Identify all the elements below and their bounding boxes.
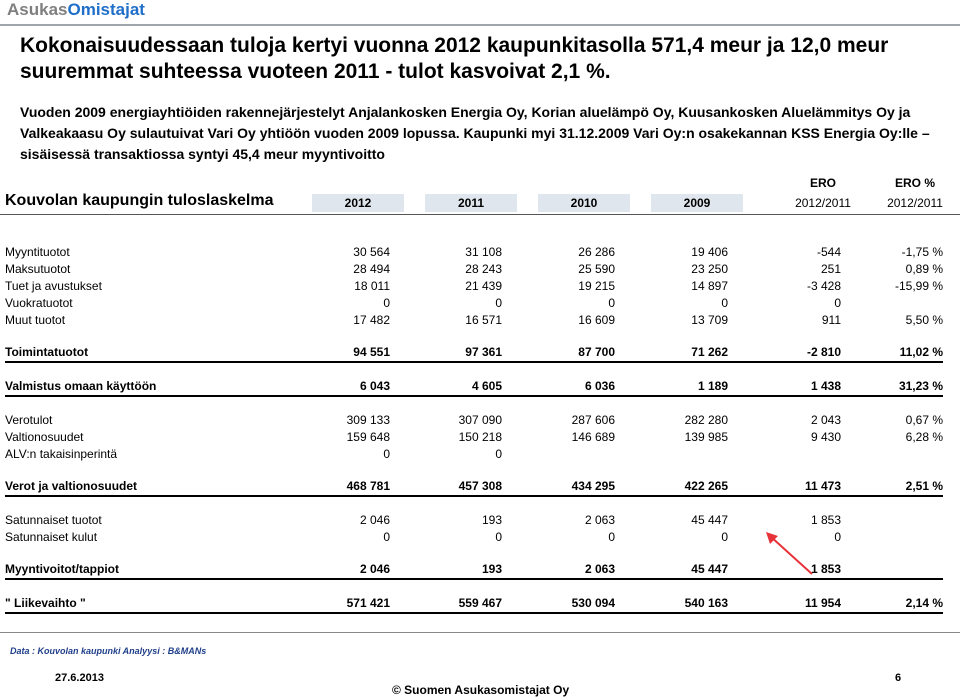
- cell-value: 422 265: [615, 478, 728, 496]
- cell-value: 21 439: [465, 279, 502, 293]
- year-header-2010: 2010: [538, 194, 630, 212]
- cell-value: 193: [390, 561, 502, 579]
- brand-part-1: Asukas: [7, 0, 68, 19]
- spacer-row: [5, 329, 943, 344]
- cell-value: 2 046: [280, 561, 390, 579]
- row-label: Satunnaiset tuotot: [5, 513, 102, 527]
- cell-value: 6 036: [502, 378, 615, 396]
- cell-value: 0: [834, 530, 841, 544]
- footer-date: 27.6.2013: [55, 672, 104, 684]
- cell-value: 11 473: [728, 478, 841, 496]
- table-row: [5, 261, 943, 278]
- row-label: Satunnaiset kulut: [5, 530, 98, 544]
- cell-value: 11,02 %: [841, 344, 943, 362]
- cell-value: 31 108: [465, 245, 502, 259]
- cell-value: [841, 295, 943, 312]
- cell-value: 0: [383, 296, 390, 310]
- cell-value: 0: [721, 296, 728, 310]
- cell-value: 457 308: [390, 478, 502, 496]
- cell-value: 0: [721, 530, 728, 544]
- cell-value: 530 094: [502, 595, 615, 613]
- table-row: [5, 412, 943, 429]
- cell-value: 0: [495, 530, 502, 544]
- cell-value: 2,51 %: [841, 478, 943, 496]
- row-label: " Liikevaihto ": [5, 595, 280, 613]
- spacer-row: [5, 463, 943, 478]
- cell-value: 4 605: [390, 378, 502, 396]
- header-divider: [0, 214, 960, 215]
- data-source-note: Data : Kouvolan kaupunki Analyysi : B&MANs: [10, 646, 207, 656]
- cell-value: [502, 446, 615, 463]
- cell-value: -2 810: [728, 344, 841, 362]
- cell-value: 28 494: [353, 262, 390, 276]
- cell-value: 2 043: [810, 413, 841, 427]
- cell-value: 2,14 %: [841, 595, 943, 613]
- cell-value: -15,99 %: [894, 279, 943, 293]
- cell-value: -1,75 %: [901, 245, 943, 259]
- table-row: [5, 312, 943, 329]
- cell-value: 139 985: [684, 430, 728, 444]
- cell-value: 6 043: [280, 378, 390, 396]
- cell-value: 0: [495, 296, 502, 310]
- cell-value: 5,50 %: [905, 313, 943, 327]
- cell-value: 911: [821, 313, 841, 327]
- table-row: [5, 378, 943, 396]
- row-label: Maksutuotot: [5, 262, 71, 276]
- cell-value: 23 250: [691, 262, 728, 276]
- cell-value: 0: [383, 530, 390, 544]
- cell-value: 6,28 %: [905, 430, 943, 444]
- cell-value: 16 571: [465, 313, 502, 327]
- cell-value: 19 215: [578, 279, 615, 293]
- row-label: Verotulot: [5, 413, 53, 427]
- cell-value: 18 011: [354, 279, 390, 293]
- cell-value: 17 482: [353, 313, 390, 327]
- cell-value: -3 428: [806, 279, 841, 293]
- cell-value: 150 218: [458, 430, 502, 444]
- cell-value: 146 689: [571, 430, 615, 444]
- cell-value: 87 700: [502, 344, 615, 362]
- row-label: Myyntituotot: [5, 245, 70, 259]
- sheet-title: Kouvolan kaupungin tuloslaskelma: [5, 192, 274, 209]
- table-row: [5, 478, 943, 496]
- cell-value: 45 447: [615, 561, 728, 579]
- cell-value: 2 063: [502, 561, 615, 579]
- cell-value: 571 421: [280, 595, 390, 613]
- ero-pct-subheader: 2012/2011: [887, 196, 943, 210]
- spacer-row: [5, 362, 943, 378]
- row-label: Toimintatuotot: [5, 344, 280, 362]
- cell-value: 30 564: [353, 245, 390, 259]
- row-label: Verot ja valtionosuudet: [5, 478, 280, 496]
- cell-value: 16 609: [578, 313, 615, 327]
- cell-value: 1 189: [615, 378, 728, 396]
- cell-value: 0: [383, 447, 390, 461]
- cell-value: [841, 529, 943, 546]
- year-header-2011: 2011: [425, 194, 517, 212]
- row-label: Muut tuotot: [5, 313, 66, 327]
- cell-value: 0,89 %: [905, 262, 943, 276]
- cell-value: 0: [608, 296, 615, 310]
- table-row: [5, 512, 943, 529]
- cell-value: 540 163: [615, 595, 728, 613]
- table-row: [5, 429, 943, 446]
- red-arrow-icon: [760, 530, 820, 580]
- brand-logo: [7, 0, 145, 20]
- spacer-row: [5, 396, 943, 412]
- row-label: Myyntivoitot/tappiot: [5, 561, 280, 579]
- year-header-2009: 2009: [651, 194, 743, 212]
- cell-value: 282 280: [684, 413, 728, 427]
- cell-value: [615, 446, 728, 463]
- cell-value: 13 709: [691, 313, 728, 327]
- table-row: [5, 295, 943, 312]
- cell-value: 0: [608, 530, 615, 544]
- brand-part-2: Omistajat: [67, 0, 145, 19]
- cell-value: 14 897: [691, 279, 728, 293]
- cell-value: 26 286: [578, 245, 615, 259]
- row-label: Valmistus omaan käyttöön: [5, 378, 280, 396]
- cell-value: 0: [834, 296, 841, 310]
- cell-value: 251: [820, 262, 841, 276]
- cell-value: 31,23 %: [841, 378, 943, 396]
- cell-value: 307 090: [458, 413, 502, 427]
- row-label: Valtionosuudet: [5, 430, 84, 444]
- cell-value: 0: [495, 447, 502, 461]
- footer-copyright: © Suomen Asukasomistajat Oy: [392, 683, 570, 697]
- cell-value: 159 648: [346, 430, 390, 444]
- cell-value: 28 243: [465, 262, 502, 276]
- cell-value: [841, 561, 943, 579]
- cell-value: [728, 446, 841, 463]
- cell-value: 309 133: [346, 413, 390, 427]
- table-row: [5, 244, 943, 261]
- cell-value: 9 430: [810, 430, 841, 444]
- cell-value: 1 853: [810, 513, 841, 527]
- cell-value: 2 046: [359, 513, 390, 527]
- table-row: [5, 344, 943, 362]
- cell-value: 434 295: [502, 478, 615, 496]
- cell-value: 97 361: [390, 344, 502, 362]
- table-row: [5, 278, 943, 295]
- row-label: ALV:n takaisinperintä: [5, 447, 118, 461]
- table-row: [5, 446, 943, 463]
- headline: Kokonaisuudessaan tuloja kertyi vuonna 2012 kaupunkitasolla 571,4 meur ja 12,0 meur suuremmat suhteessa vuoteen 2011 - tulot kasvoivat 2,1 %.: [20, 34, 889, 83]
- table-row: [5, 595, 943, 613]
- cell-value: 287 606: [571, 413, 615, 427]
- cell-value: [841, 512, 943, 529]
- cell-value: 0,67 %: [905, 413, 943, 427]
- spacer-row: [5, 579, 943, 595]
- cell-value: 559 467: [390, 595, 502, 613]
- ero-subheader: 2012/2011: [795, 196, 851, 210]
- cell-value: 11 954: [728, 595, 841, 613]
- cell-value: 2 063: [584, 513, 615, 527]
- ero-pct-header: ERO %: [894, 176, 935, 190]
- footer-divider: [0, 632, 960, 633]
- intro-text: Vuoden 2009 energiayhtiöiden rakennejärjestelyt Anjalankosken Energia Oy, Korian aluelämpö Oy, Kuusankosken Aluelämmitys Oy ja Valkeakaasu Oy sulautuivat Vari Oy yhtiöön vuoden 2009 lopussa. Kaupunki myi 31.12.2009 Vari Oy:n osakekannan KSS Energia Oy:lle – sisäisessä transaktiossa syntyi 45,4 meur myyntivoitto: [20, 104, 930, 162]
- cell-value: 1 853: [728, 561, 841, 579]
- year-header-2012: 2012: [312, 194, 404, 212]
- cell-value: 94 551: [280, 344, 390, 362]
- cell-value: 25 590: [578, 262, 615, 276]
- cell-value: 468 781: [280, 478, 390, 496]
- top-divider: [0, 24, 960, 26]
- cell-value: 45 447: [691, 513, 728, 527]
- cell-value: [841, 446, 943, 463]
- row-label: Vuokratuotot: [5, 296, 73, 310]
- cell-value: 193: [481, 513, 502, 527]
- cell-value: 1 438: [728, 378, 841, 396]
- cell-value: 71 262: [615, 344, 728, 362]
- page-number: 6: [895, 672, 902, 684]
- ero-header: ERO: [809, 176, 836, 190]
- spacer-row: [5, 496, 943, 512]
- row-label: Tuet ja avustukset: [5, 279, 102, 293]
- cell-value: -544: [816, 245, 841, 259]
- cell-value: 19 406: [691, 245, 728, 259]
